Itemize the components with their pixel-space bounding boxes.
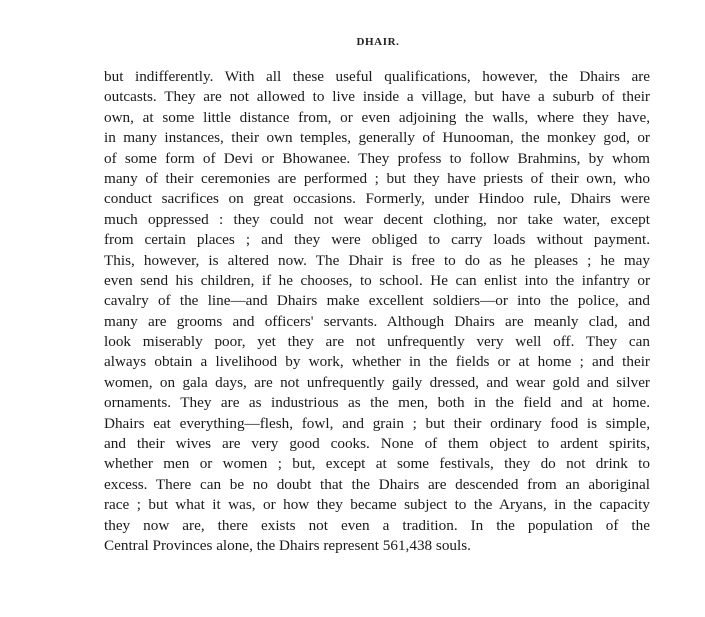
text-line: in many instances, their own temples, generally of Hunooman, the monkey god, or [104, 129, 650, 147]
text-line: outcasts. They are not allowed to live inside a village, but have a suburb of their [104, 88, 650, 106]
text-line: and their wives are very good cooks. None of them object to ardent spirits, [104, 435, 650, 453]
text-line: conduct sacrifices on great occasions. Formerly, under Hindoo rule, Dhairs were [104, 190, 650, 208]
text-line: race ; but what it was, or how they became subject to the Aryans, in the capacity [104, 496, 650, 514]
text-line: from certain places ; and they were obliged to carry loads without payment. [104, 231, 650, 249]
running-head: DHAIR. [356, 36, 400, 48]
text-line: ornaments. They are as industrious as the men, both in the field and at home. [104, 394, 650, 412]
text-line: always obtain a livelihood by work, whether in the fields or at home ; and their [104, 353, 650, 371]
text-line: look miserably poor, yet they are not unfrequently very well off. They can [104, 333, 650, 351]
text-line: many of their ceremonies are performed ; but they have priests of their own, who [104, 169, 650, 187]
text-line: even send his children, if he chooses, to school. He can enlist into the infantry or [104, 271, 650, 289]
text-line: This, however, is altered now. The Dhair is free to do as he pleases ; he may [104, 251, 650, 269]
text-line: Dhairs eat everything—flesh, fowl, and grain ; but their ordinary food is simple, [104, 414, 650, 432]
text-line: much oppressed : they could not wear decent clothing, nor take water, except [104, 210, 650, 228]
text-line-last: Central Provinces alone, the Dhairs represent 561,438 souls. [104, 536, 471, 554]
text-line: many are grooms and officers' servants. Although Dhairs are meanly clad, and [104, 312, 650, 330]
text-line: they now are, there exists not even a tradition. In the population of the [104, 516, 650, 534]
text-line: whether men or women ; but, except at some festivals, they do not drink to [104, 455, 650, 473]
text-line: own, at some little distance from, or even adjoining the walls, where they have, [104, 108, 650, 126]
text-line: women, on gala days, are not unfrequently gaily dressed, and wear gold and silver [104, 373, 650, 391]
text-line: of some form of Devi or Bhowanee. They profess to follow Brahmins, by whom [104, 149, 650, 167]
text-line: cavalry of the line—and Dhairs make excellent soldiers—or into the police, and [104, 292, 650, 310]
text-line: excess. There can be no doubt that the Dhairs are descended from an aboriginal [104, 475, 650, 493]
body-paragraph [104, 67, 650, 556]
text-line: but indifferently. With all these useful qualifications, however, the Dhairs are [104, 68, 650, 85]
